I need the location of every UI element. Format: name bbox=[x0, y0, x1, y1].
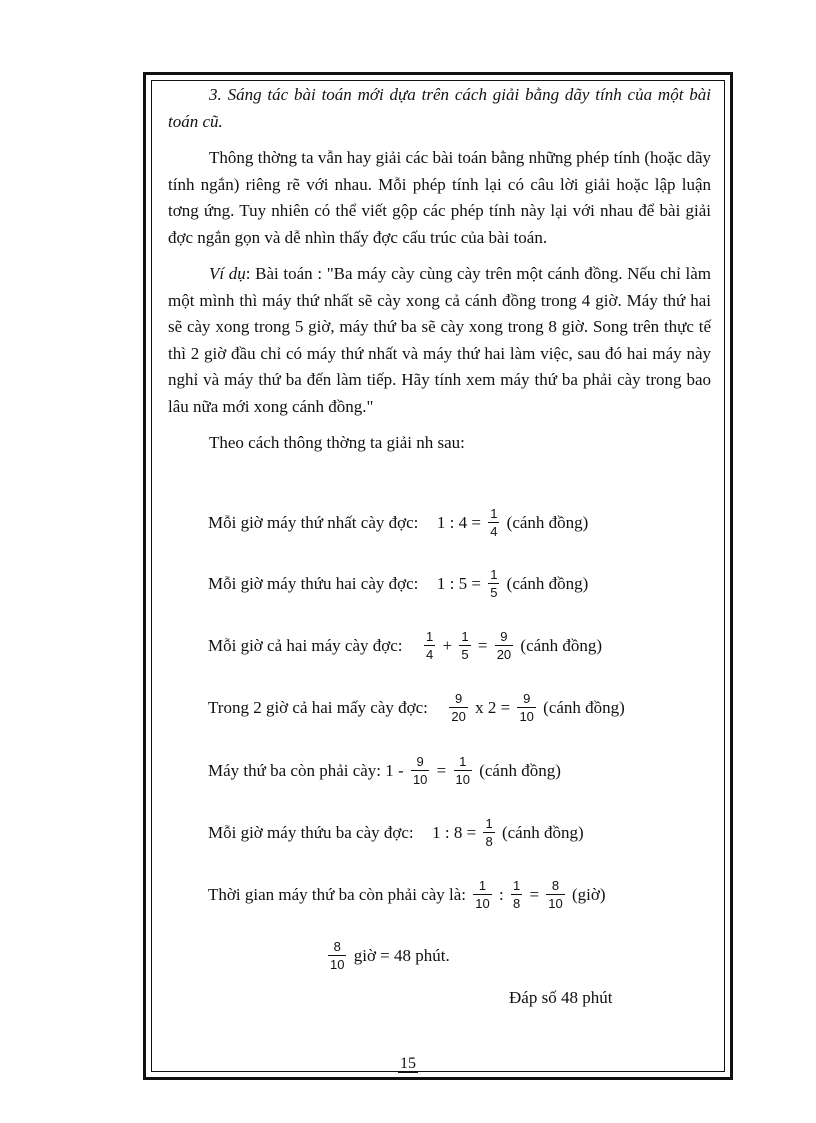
fraction: $\frac{9}{20}$ bbox=[451, 691, 466, 724]
result-text: giờ = 48 phút. bbox=[353, 945, 450, 965]
fraction: $\frac{1}{4}$ bbox=[490, 506, 498, 539]
unit-label: (cánh đồng) bbox=[506, 512, 589, 532]
fraction: $\frac{1}{10}$ bbox=[455, 754, 470, 787]
page-number: 15 bbox=[400, 1055, 416, 1072]
fraction: $\frac{1}{10}$ bbox=[475, 878, 490, 911]
body-text bbox=[168, 80, 711, 457]
fraction: $\frac{8}{10}$ bbox=[548, 878, 563, 911]
fraction: $\frac{9}{20}$ bbox=[496, 629, 512, 662]
fraction: $\frac{1}{8}$ bbox=[485, 816, 493, 849]
unit-label: (giờ) bbox=[572, 884, 606, 904]
example-paragraph bbox=[168, 261, 711, 420]
step-label: Mỗi giờ cả hai máy cày đợc: bbox=[208, 635, 403, 655]
intro-paragraph: Thông thờng ta vẫn hay giải các bài toán bằng những phép tính (hoặc dãy tính ngắn) riêng rẽ với nhau. Mỗi phép tính lại có câu lời giải hoặc lập luận tơng ứng. Tuy nhiên có thể viết gộp các phép tính này lại với nhau để bài giải đợc ngắn gọn và dễ nhìn thấy đợc cấu trúc của bài toán. bbox=[168, 148, 711, 247]
step-label: Mỗi giờ máy thứ nhất cày đợc: bbox=[208, 512, 419, 532]
plus-sign: + bbox=[442, 635, 453, 655]
final-answer: Đáp số 48 phút bbox=[509, 988, 613, 1007]
step-operator: x 2 = bbox=[475, 697, 511, 717]
section-heading: 3. Sáng tác bài toán mới dựa trên cách giải bằng dãy tính của một bài toán cũ. bbox=[168, 85, 711, 131]
solution-step-4 bbox=[208, 690, 625, 725]
step-label: Thời gian máy thứ ba còn phải cày là: bbox=[208, 884, 467, 904]
unit-label: (cánh đồng) bbox=[479, 760, 561, 780]
step-label: Trong 2 giờ cả hai mấy cày đợc: bbox=[208, 697, 428, 717]
solution-step-3 bbox=[208, 628, 602, 663]
solution-step-8 bbox=[325, 938, 450, 973]
fraction: $\frac{1}{4}$ bbox=[426, 629, 434, 662]
solution-step-6 bbox=[208, 815, 584, 850]
solution-step-5 bbox=[208, 753, 561, 788]
step-operator: : bbox=[498, 884, 504, 904]
unit-label: (cánh đồng) bbox=[506, 573, 589, 593]
step-expression: 1 : 5 = bbox=[436, 573, 481, 593]
solution-step-1 bbox=[208, 505, 588, 540]
example-label: Ví dụ bbox=[209, 264, 246, 283]
solution-step-2 bbox=[208, 566, 588, 601]
equals-sign: = bbox=[529, 884, 540, 904]
fraction: $\frac{9}{10}$ bbox=[412, 754, 428, 787]
fraction: $\frac{9}{10}$ bbox=[519, 691, 534, 724]
step-expression: 1 : 8 = bbox=[432, 822, 477, 842]
unit-label: (cánh đồng) bbox=[520, 635, 603, 655]
step-label: Mỗi giờ máy thứu ba cày đợc: bbox=[208, 822, 414, 842]
fraction: $\frac{1}{5}$ bbox=[490, 567, 498, 600]
unit-label: (cánh đồng) bbox=[501, 822, 584, 842]
equals-sign: = bbox=[436, 760, 447, 780]
example-text: : Bài toán : "Ba máy cày cùng cày trên một cánh đồng. Nếu chỉ làm một mình thì máy thứ nhất sẽ cày xong cả cánh đồng trong 4 giờ. Máy thứ hai sẽ cày xong trong 5 giờ, máy thứ ba sẽ cày xong trong 8 giờ. Song trên thực tế thì 2 giờ đầu chỉ có máy thứ nhất và máy thứ hai làm việc, sau đó hai máy này nghỉ và máy thứ ba đến làm tiếp. Hãy tính xem máy thứ ba phải cày trong bao lâu nữa mới xong cánh đồng." bbox=[168, 264, 711, 416]
solution-step-7 bbox=[208, 877, 606, 912]
unit-label: (cánh đồng) bbox=[543, 697, 625, 717]
step-expression: 1 : 4 = bbox=[436, 512, 481, 532]
method-intro: Theo cách thông thờng ta giải nh sau: bbox=[209, 433, 465, 452]
step-label: Mỗi giờ máy thứu hai cày đợc: bbox=[208, 573, 419, 593]
fraction: $\frac{1}{8}$ bbox=[512, 878, 521, 911]
fraction: $\frac{1}{5}$ bbox=[461, 629, 469, 662]
step-label: Máy thứ ba còn phải cày: 1 - bbox=[208, 760, 404, 780]
equals-sign: = bbox=[477, 635, 488, 655]
fraction: $\frac{8}{10}$ bbox=[330, 939, 345, 972]
